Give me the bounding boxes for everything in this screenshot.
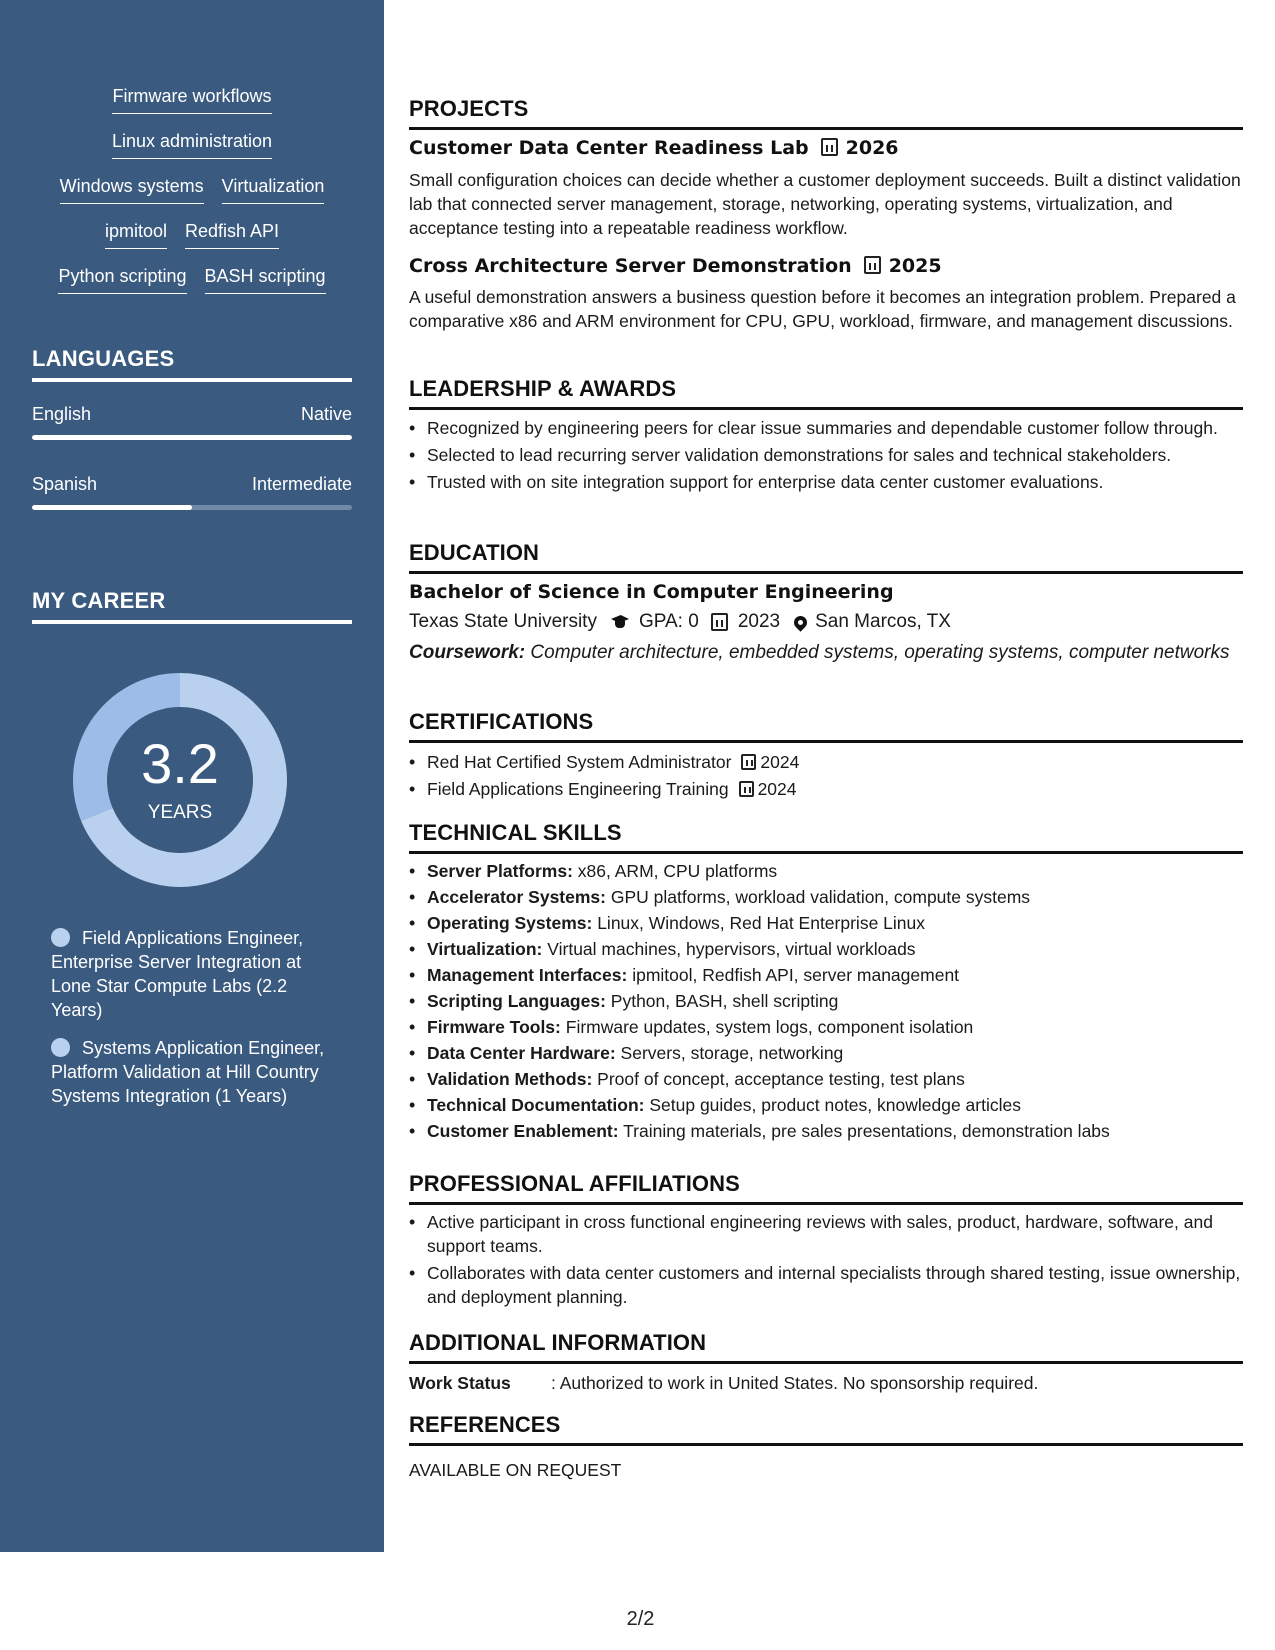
skill-value: Python, BASH, shell scripting <box>610 991 839 1011</box>
certification-year: 2024 <box>760 752 800 772</box>
career-donut-chart <box>66 666 294 894</box>
list-item <box>409 1067 1243 1091</box>
skill-label: Accelerator Systems: <box>427 887 606 907</box>
skill-value: Training materials, pre sales presentations, demonstration labs <box>623 1121 1110 1141</box>
career-item <box>51 1036 341 1108</box>
project-year: 2025 <box>888 255 942 277</box>
language-english <box>32 404 352 440</box>
project-title-text: Cross Architecture Server Demonstration <box>409 255 852 277</box>
affiliations-heading: PROFESSIONAL AFFILIATIONS <box>409 1171 1243 1205</box>
career-item-text: Field Applications Engineer, Enterprise Server Integration at Lone Star Compute Labs (2.2 Years) <box>51 928 304 1020</box>
calendar-icon <box>739 781 754 797</box>
list-item: • Collaborates with data center customers and internal specialists through shared testing, issue ownership, and deployment planning. <box>409 1261 1243 1309</box>
project-title <box>409 255 1243 277</box>
language-level: Intermediate <box>251 474 352 494</box>
technical-skills-heading: TECHNICAL SKILLS <box>409 820 1243 854</box>
list-item <box>409 989 1243 1013</box>
language-proficiency-fill <box>32 435 352 440</box>
skill-value: Virtual machines, hypervisors, virtual workloads <box>547 939 916 959</box>
work-status-value: : Authorized to work in United States. No sponsorship required. <box>551 1373 1039 1393</box>
calendar-icon <box>821 138 838 156</box>
skill-tag: Linux administration <box>112 129 272 159</box>
location-pin-icon <box>791 613 809 631</box>
language-proficiency-bar <box>32 435 352 440</box>
list-item <box>409 1041 1243 1065</box>
additional-info-heading: ADDITIONAL INFORMATION <box>409 1330 1243 1364</box>
career-list <box>51 926 341 1122</box>
leadership-heading: LEADERSHIP & AWARDS <box>409 376 1243 410</box>
skill-value: Setup guides, product notes, knowledge articles <box>649 1095 1021 1115</box>
education-coursework <box>409 641 1243 665</box>
skill-label: Virtualization: <box>427 939 543 959</box>
skill-tag: Firmware workflows <box>112 84 271 114</box>
list-item: • Trusted with on site integration support for enterprise data center customer evaluations. <box>409 470 1243 494</box>
skill-row <box>0 84 384 129</box>
project-year: 2026 <box>845 137 899 159</box>
list-item <box>409 885 1243 909</box>
certification-name: Field Applications Engineering Training <box>427 779 729 799</box>
work-status <box>409 1373 1243 1394</box>
skill-tag: BASH scripting <box>205 264 326 294</box>
list-item <box>409 1015 1243 1039</box>
languages-heading: LANGUAGES <box>32 346 352 382</box>
list-item <box>409 1093 1243 1117</box>
skill-label: Validation Methods: <box>427 1069 593 1089</box>
coursework-text: Computer architecture, embedded systems, operating systems, computer networks <box>530 642 1230 663</box>
language-proficiency-fill <box>32 505 192 510</box>
page-number: 2/2 <box>626 1608 655 1630</box>
language-name: English <box>32 404 92 424</box>
career-item-text: Systems Application Engineer, Platform Validation at Hill Country Systems Integration (1 Years) <box>51 1038 325 1106</box>
education-gpa: GPA: 0 <box>638 611 699 632</box>
skill-value: GPU platforms, workload validation, compute systems <box>610 887 1031 907</box>
skill-row <box>0 129 384 174</box>
list-item <box>409 937 1243 961</box>
list-item <box>409 777 1243 801</box>
skill-value: Linux, Windows, Red Hat Enterprise Linux <box>597 913 925 933</box>
skill-row <box>0 219 384 264</box>
project-description: Small configuration choices can decide whether a customer deployment succeeds. Built a distinct validation lab that connected server management, storage, networking, operating systems, virtualization, and acceptance testing into a repeatable readiness workflow. <box>409 170 1241 238</box>
skill-row <box>0 264 384 309</box>
calendar-icon <box>741 754 756 770</box>
career-total-years: 3.2 <box>141 732 219 795</box>
skill-label: Technical Documentation: <box>427 1095 645 1115</box>
technical-skills-list <box>409 859 1243 1145</box>
skill-label: Firmware Tools: <box>427 1017 561 1037</box>
calendar-icon <box>864 256 881 274</box>
list-item <box>409 1119 1243 1143</box>
list-item <box>409 911 1243 935</box>
education-degree: Bachelor of Science in Computer Engineering <box>409 581 894 603</box>
skill-label: Data Center Hardware: <box>427 1043 616 1063</box>
project-title-text: Customer Data Center Readiness Lab <box>409 137 809 159</box>
skill-tag: Windows systems <box>60 174 204 204</box>
education-year: 2023 <box>737 611 781 632</box>
career-dot-icon <box>51 1038 70 1057</box>
leadership-list <box>409 416 1243 497</box>
skill-label: Management Interfaces: <box>427 965 628 985</box>
graduation-cap-icon <box>609 615 631 629</box>
certification-year: 2024 <box>757 779 797 799</box>
list-item: • Active participant in cross functional engineering reviews with sales, product, hardware, software, and support teams. <box>409 1210 1243 1258</box>
skill-label: Scripting Languages: <box>427 991 606 1011</box>
language-proficiency-bar <box>32 505 352 510</box>
language-spanish <box>32 474 352 510</box>
skill-tag: Virtualization <box>222 174 325 204</box>
affiliations-list <box>409 1210 1243 1312</box>
education-location: San Marcos, TX <box>815 611 951 632</box>
career-years-unit: YEARS <box>147 802 213 823</box>
project-title <box>409 137 1243 159</box>
skill-value: Servers, storage, networking <box>620 1043 844 1063</box>
skill-label: Customer Enablement: <box>427 1121 619 1141</box>
skill-tag: Redfish API <box>185 219 279 249</box>
skill-label: Operating Systems: <box>427 913 593 933</box>
list-item: • Selected to lead recurring server validation demonstrations for sales and technical stakeholders. <box>409 443 1243 467</box>
certifications-list <box>409 750 1243 804</box>
language-level: Native <box>300 404 352 424</box>
coursework-label: Coursework: <box>409 642 526 663</box>
certification-name: Red Hat Certified System Administrator <box>427 752 732 772</box>
references-heading: REFERENCES <box>409 1412 1243 1446</box>
skill-label: Server Platforms: <box>427 861 573 881</box>
skill-tags <box>0 84 384 309</box>
list-item <box>409 750 1243 774</box>
education-school: Texas State University <box>409 611 597 632</box>
projects-heading: PROJECTS <box>409 96 1243 130</box>
list-item <box>409 963 1243 987</box>
education-meta <box>409 611 1243 633</box>
career-item <box>51 926 341 1022</box>
sidebar <box>0 0 384 1552</box>
list-item <box>409 859 1243 883</box>
certifications-heading: CERTIFICATIONS <box>409 709 1243 743</box>
skill-tag: ipmitool <box>105 219 167 249</box>
career-heading: MY CAREER <box>32 588 352 624</box>
skill-value: Proof of concept, acceptance testing, test plans <box>597 1069 965 1089</box>
skill-value: Firmware updates, system logs, component isolation <box>565 1017 974 1037</box>
education-heading: EDUCATION <box>409 540 1243 574</box>
list-item: • Recognized by engineering peers for clear issue summaries and dependable customer follow through. <box>409 416 1243 440</box>
skill-value: ipmitool, Redfish API, server management <box>632 965 960 985</box>
career-dot-icon <box>51 928 70 947</box>
references-text: AVAILABLE ON REQUEST <box>409 1460 622 1480</box>
skill-row <box>0 174 384 219</box>
calendar-icon <box>711 613 728 631</box>
skill-tag: Python scripting <box>58 264 186 294</box>
work-status-label: Work Status <box>409 1373 511 1393</box>
project-description: A useful demonstration answers a business question before it becomes an integration problem. Prepared a comparative x86 and ARM environment for CPU, GPU, workload, firmware, and management discussions. <box>409 287 1236 331</box>
skill-value: x86, ARM, CPU platforms <box>577 861 778 881</box>
language-name: Spanish <box>32 474 98 494</box>
